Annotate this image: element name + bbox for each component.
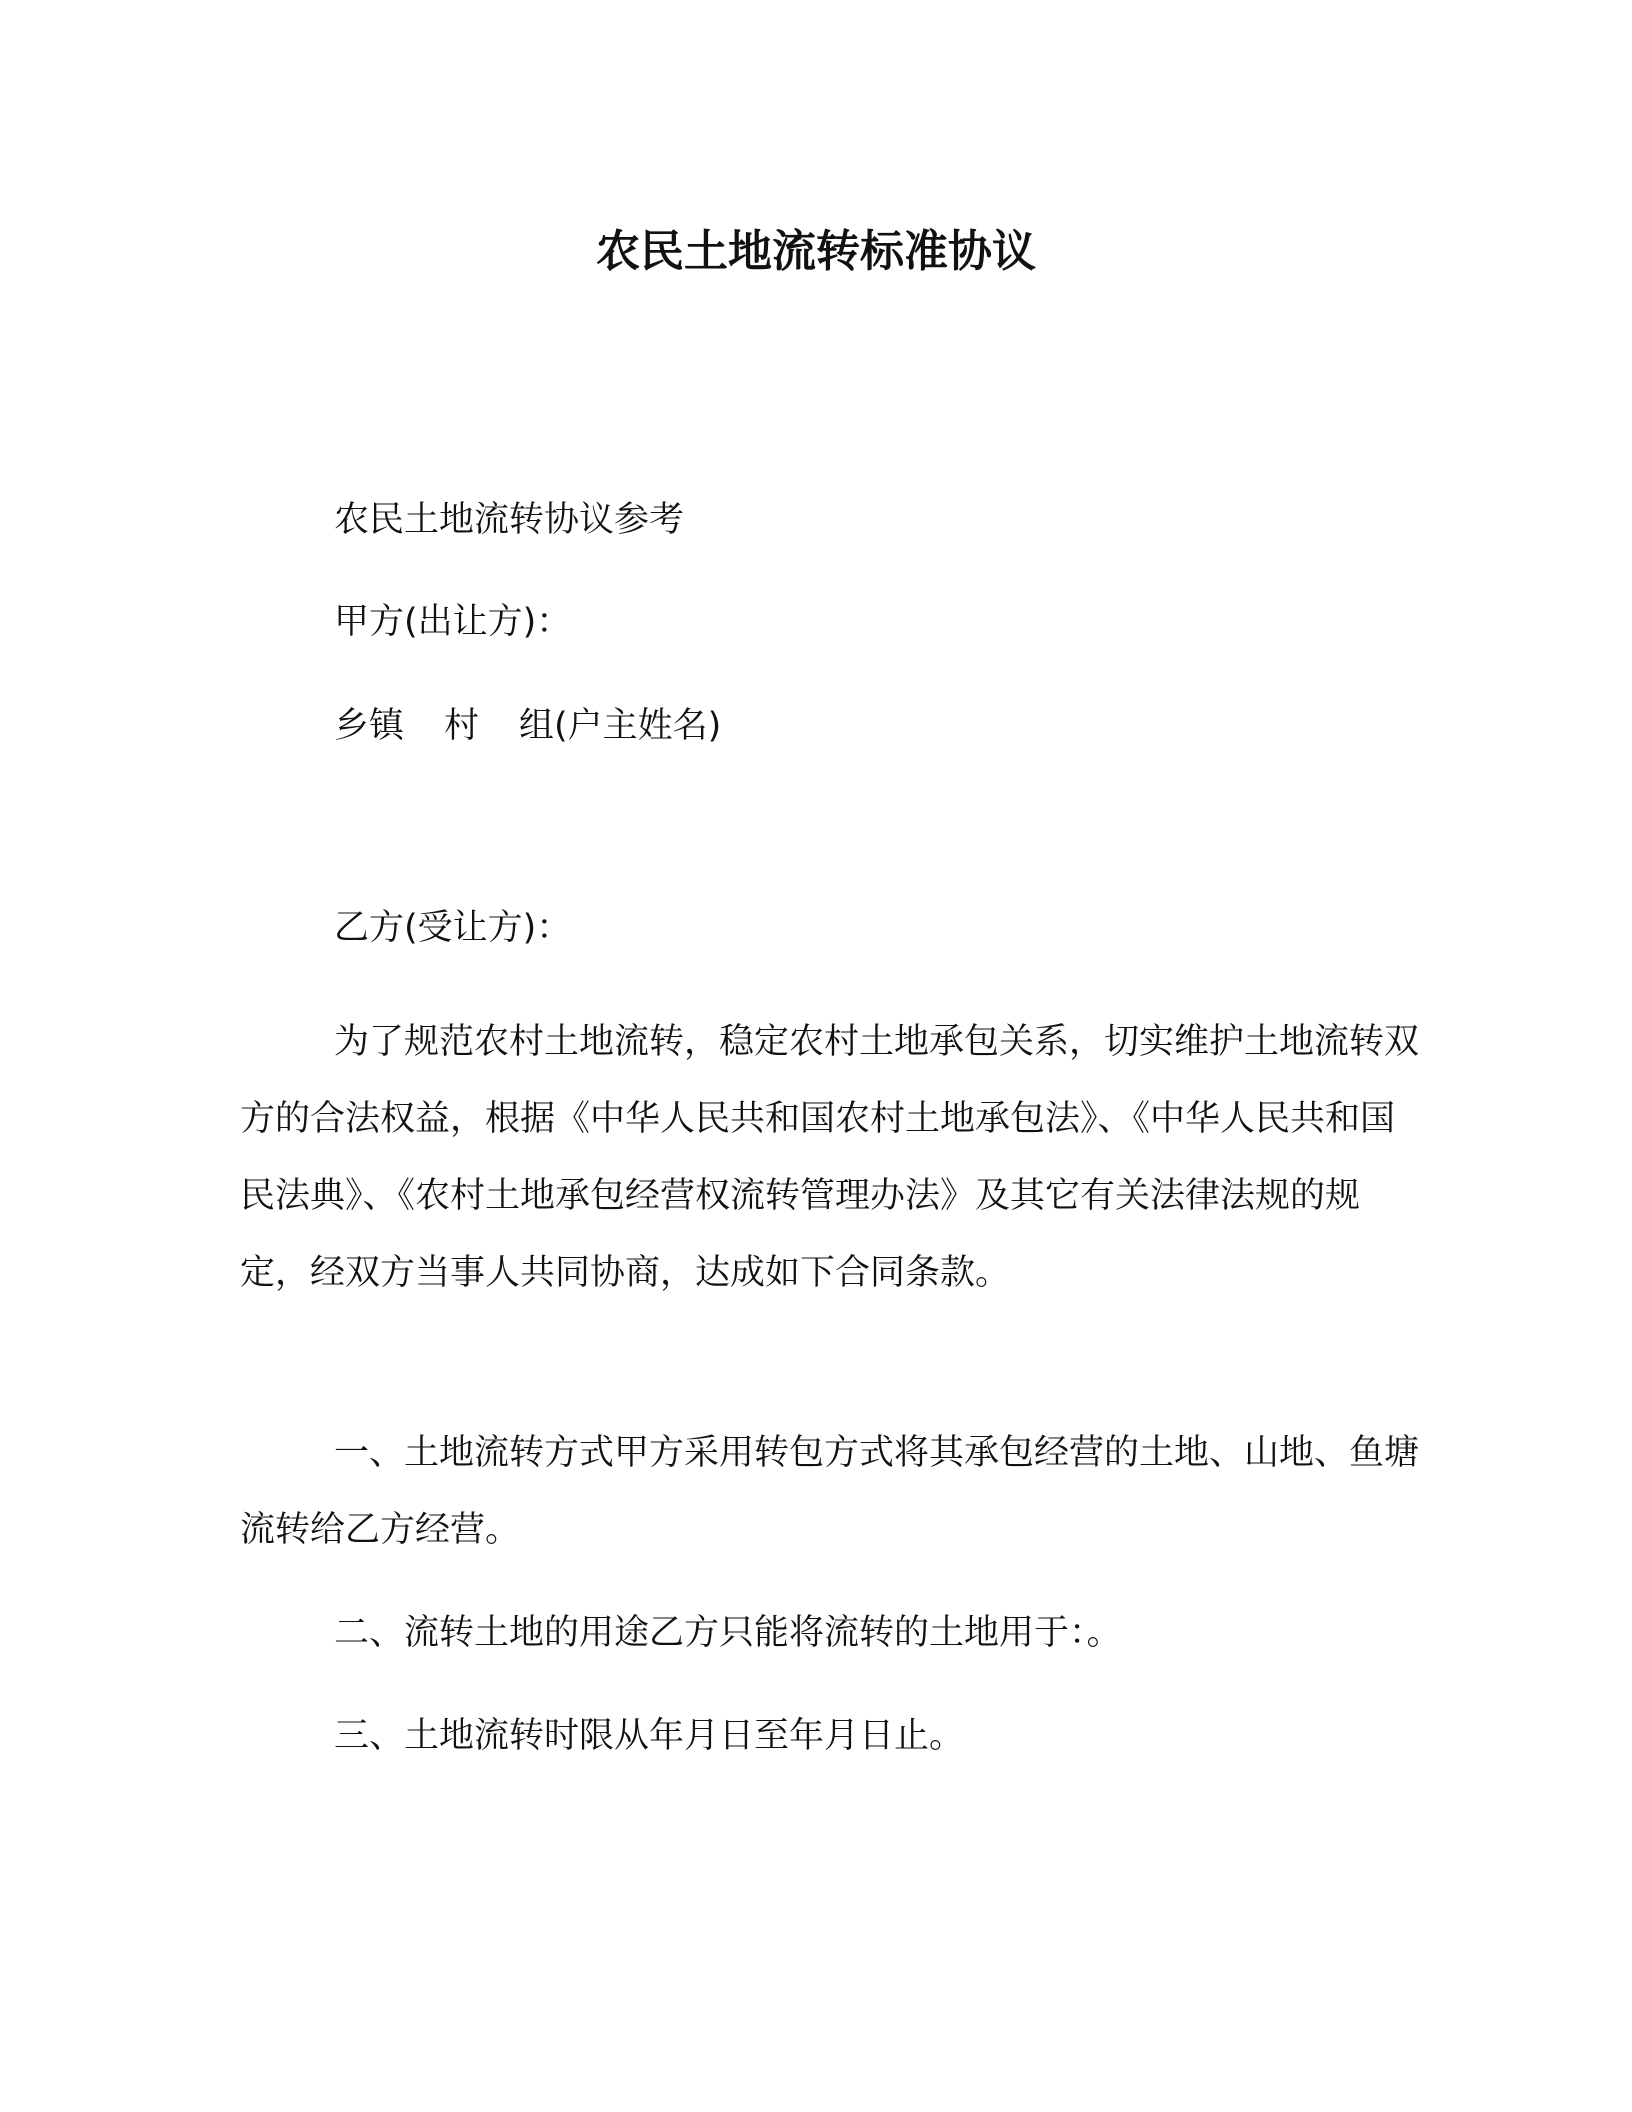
preamble-text: 为了规范农村土地流转，稳定农村土地承包关系，切实维护土地流转双方的合法权益，根据《中华人民共和国农村土地承包法》、《中华人民共和国民法典》、《农村土地承包经营权流转管理办法》及其它有关法律法规的规定，经双方当事人共同协商，达成如下合同条款。 — [240, 1022, 1420, 1293]
clause-3-text: 三、土地流转时限从年月日至年月日止。 — [334, 1716, 965, 1756]
party-b-label: 乙方(受让方)： — [334, 908, 572, 948]
clause-1-text: 一、土地流转方式甲方采用转包方式将其承包经营的土地、山地、鱼塘流转给乙方经营。 — [240, 1433, 1420, 1550]
party-a-village: 村 — [444, 706, 480, 746]
document-subtitle: 农民土地流转协议参考 — [334, 500, 685, 540]
clause-2-text: 二、流转土地的用途乙方只能将流转的土地用于：。 — [334, 1613, 1122, 1653]
clause-2-paragraph — [240, 1595, 1420, 1672]
clause-3-paragraph — [240, 1698, 1420, 1775]
party-a-group: 组(户主姓名) — [519, 706, 722, 746]
party-a-label: 甲方(出让方)： — [334, 602, 572, 642]
clause-1-paragraph — [240, 1415, 1420, 1569]
document-title: 农民土地流转标准协议 — [596, 226, 1036, 277]
preamble-paragraph — [240, 1004, 1420, 1312]
party-a-address — [334, 700, 721, 752]
party-a-town: 乡镇 — [334, 706, 405, 746]
